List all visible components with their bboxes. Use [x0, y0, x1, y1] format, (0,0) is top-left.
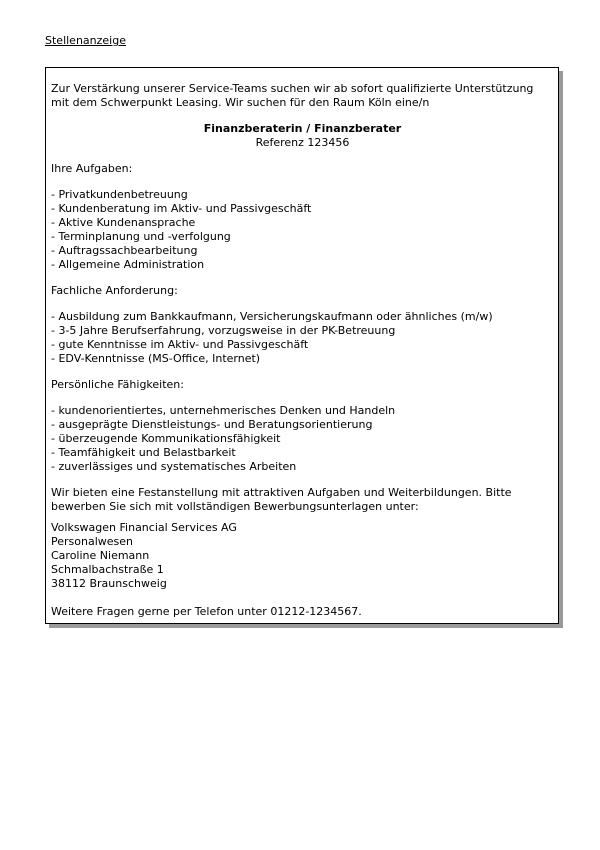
list-item: - Aktive Kundenansprache: [51, 216, 196, 229]
contact-address: [51, 521, 554, 591]
list-item: - EDV-Kenntnisse (MS-Office, Internet): [51, 352, 261, 365]
list-item: - überzeugende Kommunikationsfähigkeit: [51, 432, 281, 445]
requirements-list: [51, 310, 554, 366]
list-item: - Terminplanung und -verfolgung: [51, 230, 231, 243]
address-city: 38112 Braunschweig: [51, 577, 167, 590]
phone-note: Weitere Fragen gerne per Telefon unter 01212-1234567.: [51, 605, 362, 618]
address-company: Volkswagen Financial Services AG: [51, 521, 237, 534]
job-ad-box: [45, 67, 559, 624]
tasks-list: [51, 188, 554, 272]
section-label-tasks: Ihre Aufgaben:: [51, 162, 133, 175]
skills-list: [51, 404, 554, 474]
list-item: - Ausbildung zum Bankkaufmann, Versicherungskaufmann oder ähnliches (m/w): [51, 310, 493, 323]
intro-text: Zur Verstärkung unserer Service-Teams suchen wir ab sofort qualifizierte Unterstützung mit dem Schwerpunkt Leasing. Wir suchen für den Raum Köln eine/n: [51, 82, 534, 109]
page-heading: Stellenanzeige: [45, 34, 126, 47]
section-label-requirements: Fachliche Anforderung:: [51, 284, 178, 297]
closing-text: Wir bieten eine Festanstellung mit attraktiven Aufgaben und Weiterbildungen. Bitte bewerben Sie sich mit vollständigen Bewerbungsunterlagen unter:: [51, 486, 512, 513]
list-item: - Teamfähigkeit und Belastbarkeit: [51, 446, 236, 459]
list-item: - gute Kenntnisse im Aktiv- und Passivgeschäft: [51, 338, 309, 351]
list-item: - Kundenberatung im Aktiv- und Passivgeschäft: [51, 202, 312, 215]
list-item: - Allgemeine Administration: [51, 258, 205, 271]
section-label-skills: Persönliche Fähigkeiten:: [51, 378, 184, 391]
list-item: - Auftragssachbearbeitung: [51, 244, 198, 257]
list-item: - ausgeprägte Dienstleistungs- und Beratungsorientierung: [51, 418, 373, 431]
address-department: Personalwesen: [51, 535, 133, 548]
list-item: - kundenorientiertes, unternehmerisches Denken und Handeln: [51, 404, 396, 417]
address-contact: Caroline Niemann: [51, 549, 150, 562]
job-title: Finanzberaterin / Finanzberater: [203, 122, 402, 135]
list-item: - 3-5 Jahre Berufserfahrung, vorzugsweise in der PK-Betreuung: [51, 324, 396, 337]
list-item: - Privatkundenbetreuung: [51, 188, 188, 201]
list-item: - zuverlässiges und systematisches Arbeiten: [51, 460, 297, 473]
job-reference: Referenz 123456: [255, 136, 350, 149]
job-title-block: [51, 122, 554, 150]
address-street: Schmalbachstraße 1: [51, 563, 164, 576]
